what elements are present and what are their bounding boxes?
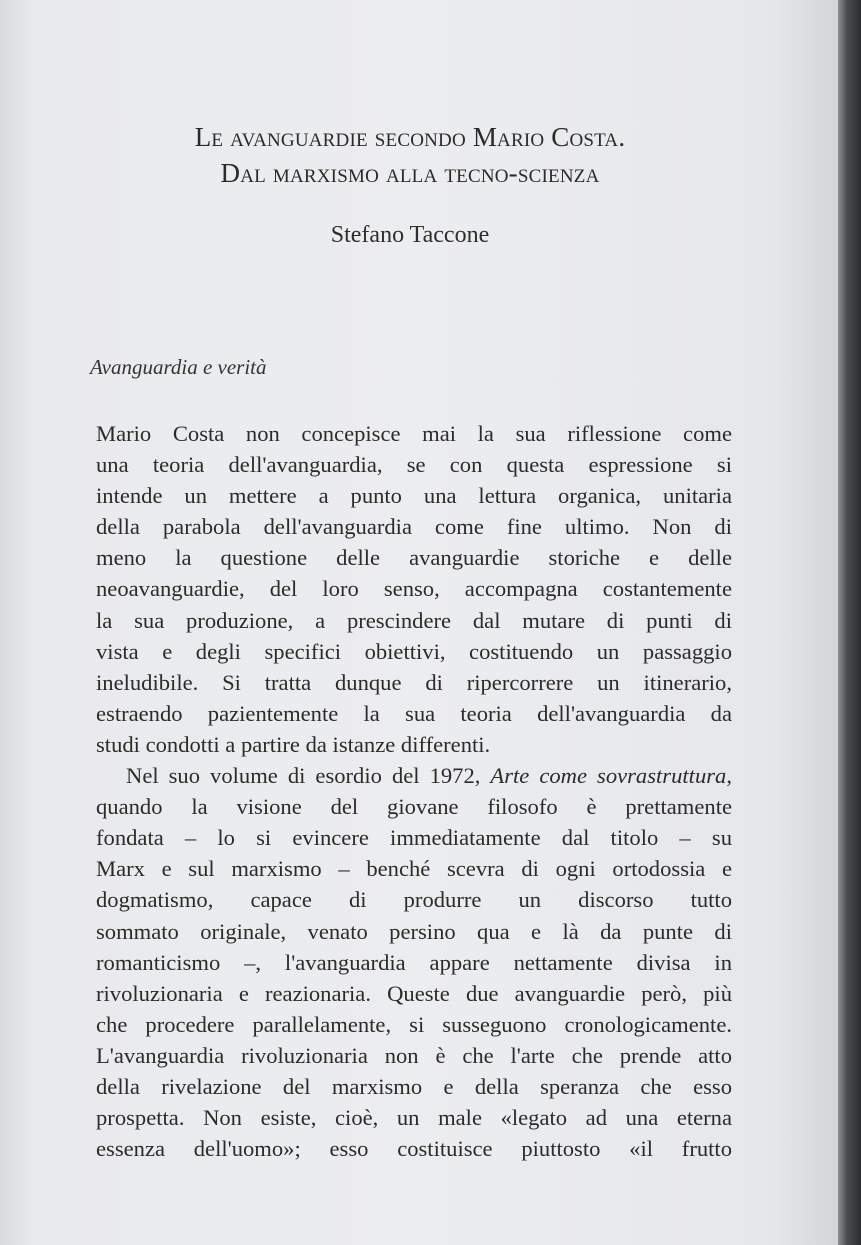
text-line: estraendo pazientemente la sua teoria dell'avanguardia da [96, 700, 732, 726]
paragraph-1 [96, 418, 732, 760]
text-line: sommato originale, venato persino qua e là da punte di [96, 918, 732, 944]
text-line: essenza dell'uomo»; esso costituisce piuttosto «il frutto [96, 1136, 732, 1162]
author-name: Stefano Taccone [330, 222, 490, 248]
body-text [96, 418, 732, 1164]
text-line: della rivelazione del marxismo e della speranza che esso [96, 1073, 732, 1099]
paragraph-2 [96, 760, 732, 1164]
text-line: rivoluzionaria e reazionaria. Queste due avanguardie però, più [96, 980, 732, 1006]
text-line: L'avanguardia rivoluzionaria non è che l'arte che prende atto [96, 1042, 732, 1068]
text-line: quando la visione del giovane filosofo è prettamente [96, 794, 732, 820]
text-line: che procedere parallelamente, si susseguono cronologicamente. [96, 1011, 732, 1037]
text-line: dogmatismo, capace di produrre un discorso tutto [96, 887, 732, 913]
text-line: vista e degli specifici obiettivi, costituendo un passaggio [96, 638, 732, 664]
text-line: romanticismo –, l'avanguardia appare nettamente divisa in [96, 949, 732, 975]
text-line: studi condotti a partire da istanze differenti. [96, 731, 491, 757]
text-line: ineludibile. Si tratta dunque di ripercorrere un itinerario, [96, 669, 732, 695]
text-line [96, 760, 732, 791]
text-run: , [726, 763, 732, 789]
text-line: della parabola dell'avanguardia come fine ultimo. Non di [96, 514, 732, 540]
text-line: una teoria dell'avanguardia, se con questa espressione si [96, 452, 732, 478]
text-run: Nel suo volume di esordio del 1972, [126, 763, 491, 789]
text-line: Marx e sul marxismo – benché scevra di ogni ortodossia e [96, 856, 732, 882]
text-line: la sua produzione, a prescindere dal mutare di punti di [96, 607, 732, 633]
text-line: Mario Costa non concepisce mai la sua riflessione come [96, 421, 732, 446]
section-heading: Avanguardia e verità [90, 355, 267, 379]
chapter-title-line-1: Le avanguardie secondo Mario Costa. [194, 122, 626, 152]
text-line: fondata – lo si evincere immediatamente dal titolo – su [96, 825, 732, 851]
chapter-title-line-2: Dal marxismo alla tecno-scienza [220, 158, 600, 188]
book-title-italic: Arte come sovrastruttura [490, 763, 727, 789]
text-line: prospetta. Non esiste, cioè, un male «legato ad una eterna [96, 1105, 732, 1131]
text-line: neoavanguardie, del loro senso, accompagna costantemente [96, 576, 732, 602]
text-line: intende un mettere a punto una lettura organica, unitaria [96, 483, 732, 509]
page-edge-shadow [838, 0, 861, 1245]
text-line: meno la questione delle avanguardie storiche e delle [96, 545, 732, 571]
